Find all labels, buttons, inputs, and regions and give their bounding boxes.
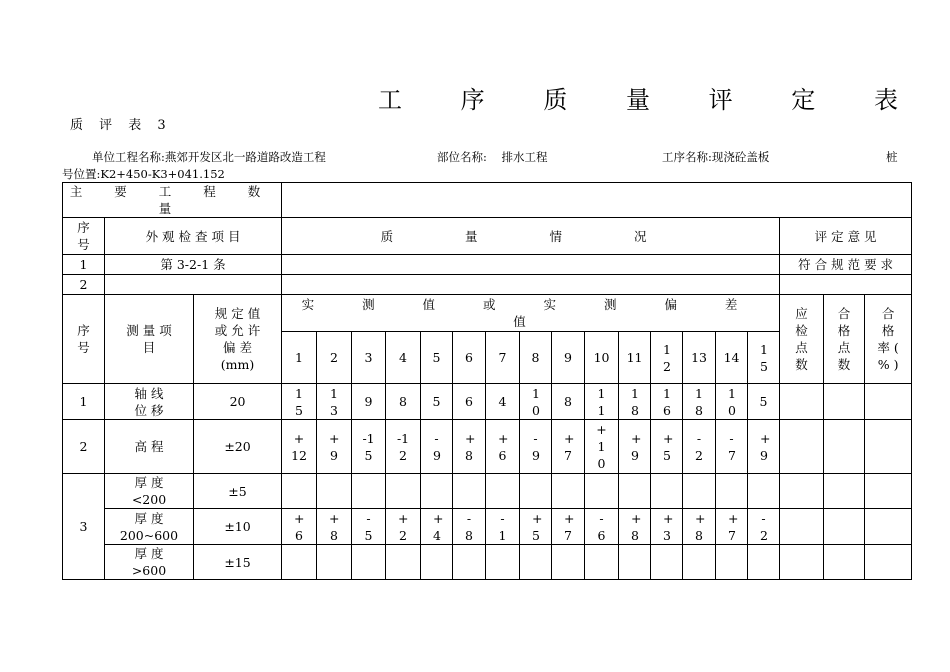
part-label: 部位名称: bbox=[437, 150, 487, 164]
title-char: 表 bbox=[873, 86, 898, 114]
summary-cell bbox=[780, 545, 824, 580]
process-name bbox=[662, 149, 769, 165]
measured-value bbox=[716, 545, 748, 580]
measured-value: 10 bbox=[716, 384, 748, 420]
pile-label: 号位置: bbox=[62, 167, 101, 181]
tolerance-value: ±5 bbox=[194, 474, 282, 509]
measured-value bbox=[421, 474, 453, 509]
appearance-header: 外 观 检 查 项 目 bbox=[105, 218, 282, 255]
measured-value: +10 bbox=[585, 420, 619, 474]
summary-cell bbox=[865, 509, 912, 545]
appearance-seq: 2 bbox=[63, 275, 105, 295]
summary-cell bbox=[780, 474, 824, 509]
evaluation-header: 评 定 意 见 bbox=[780, 218, 912, 255]
form-number: 质 评 表 3 bbox=[70, 118, 172, 133]
measured-value: -7 bbox=[716, 420, 748, 474]
appearance-item: 第 3-2-1 条 bbox=[105, 255, 282, 275]
measured-value bbox=[352, 545, 386, 580]
measured-value: +8 bbox=[619, 509, 651, 545]
measure-item: 厚 度 200~600 bbox=[105, 509, 194, 545]
column-number: 14 bbox=[716, 332, 748, 384]
measured-value bbox=[716, 474, 748, 509]
unit-label: 单位工程名称: bbox=[92, 150, 165, 164]
measured-value: 13 bbox=[317, 384, 352, 420]
measured-value: +2 bbox=[386, 509, 421, 545]
measured-value: -15 bbox=[352, 420, 386, 474]
measure-item: 高 程 bbox=[105, 420, 194, 474]
unit-project bbox=[92, 149, 326, 165]
measure-seq: 3 bbox=[63, 474, 105, 580]
measure-item-header: 测 量 项 目 bbox=[105, 295, 194, 384]
title-char: 评 bbox=[708, 86, 733, 114]
measured-value bbox=[552, 474, 585, 509]
measured-value bbox=[421, 545, 453, 580]
points-checked-header: 应 检 点 数 bbox=[780, 295, 824, 384]
measured-value bbox=[386, 545, 421, 580]
measured-value bbox=[585, 545, 619, 580]
appearance-item bbox=[105, 275, 282, 295]
measure-seq: 2 bbox=[63, 420, 105, 474]
measured-value: 10 bbox=[520, 384, 552, 420]
measured-value: -5 bbox=[352, 509, 386, 545]
measured-value bbox=[748, 545, 780, 580]
measured-value: -9 bbox=[520, 420, 552, 474]
tolerance-value: ±20 bbox=[194, 420, 282, 474]
quality-table bbox=[62, 182, 912, 580]
process-label: 工序名称: bbox=[662, 150, 712, 164]
measured-value: 11 bbox=[585, 384, 619, 420]
measured-value: +7 bbox=[552, 509, 585, 545]
column-number: 11 bbox=[619, 332, 651, 384]
form-title bbox=[378, 80, 898, 115]
main-items-value bbox=[282, 183, 912, 218]
measured-value: 4 bbox=[486, 384, 520, 420]
measured-value: +6 bbox=[282, 509, 317, 545]
column-number: 2 bbox=[317, 332, 352, 384]
measured-value: -2 bbox=[683, 420, 716, 474]
measured-value bbox=[486, 545, 520, 580]
title-char: 量 bbox=[625, 86, 650, 114]
measured-value: +12 bbox=[282, 420, 317, 474]
measured-value bbox=[282, 474, 317, 509]
appearance-result bbox=[780, 275, 912, 295]
appearance-quality bbox=[282, 275, 780, 295]
measured-value bbox=[453, 474, 486, 509]
column-number: 10 bbox=[585, 332, 619, 384]
appearance-seq: 1 bbox=[63, 255, 105, 275]
measured-value bbox=[453, 545, 486, 580]
measured-value bbox=[651, 545, 683, 580]
measured-value: +8 bbox=[453, 420, 486, 474]
measured-value bbox=[683, 545, 716, 580]
part-value: 排水工程 bbox=[501, 150, 548, 164]
summary-cell bbox=[824, 474, 865, 509]
measured-value: -12 bbox=[386, 420, 421, 474]
column-number: 7 bbox=[486, 332, 520, 384]
measured-value: +9 bbox=[619, 420, 651, 474]
summary-cell bbox=[780, 420, 824, 474]
title-char: 工 bbox=[378, 86, 402, 114]
column-number: 1 bbox=[282, 332, 317, 384]
summary-cell bbox=[865, 420, 912, 474]
tolerance-value: ±15 bbox=[194, 545, 282, 580]
measured-value bbox=[486, 474, 520, 509]
title-char: 质 bbox=[543, 86, 568, 114]
measured-value: +7 bbox=[716, 509, 748, 545]
measured-value: +3 bbox=[651, 509, 683, 545]
column-number: 12 bbox=[651, 332, 683, 384]
pile-position bbox=[62, 166, 225, 182]
measured-value bbox=[748, 474, 780, 509]
measured-value bbox=[651, 474, 683, 509]
measured-value bbox=[520, 545, 552, 580]
summary-cell bbox=[824, 545, 865, 580]
measured-value: +8 bbox=[317, 509, 352, 545]
measured-value: -8 bbox=[453, 509, 486, 545]
measured-value: 8 bbox=[386, 384, 421, 420]
appearance-quality bbox=[282, 255, 780, 275]
measure-item: 厚 度 >600 bbox=[105, 545, 194, 580]
measured-value bbox=[619, 474, 651, 509]
measured-value bbox=[352, 474, 386, 509]
column-number: 9 bbox=[552, 332, 585, 384]
measured-value bbox=[317, 474, 352, 509]
summary-cell bbox=[780, 384, 824, 420]
main-items-header: 主 要 工 程 数 量 bbox=[63, 183, 282, 218]
measured-value: -1 bbox=[486, 509, 520, 545]
quality-header: 质 量 情 况 bbox=[282, 218, 780, 255]
column-number: 6 bbox=[453, 332, 486, 384]
measured-value: 8 bbox=[552, 384, 585, 420]
measured-value: +7 bbox=[552, 420, 585, 474]
measure-item: 轴 线 位 移 bbox=[105, 384, 194, 420]
column-number: 8 bbox=[520, 332, 552, 384]
measured-value: +9 bbox=[317, 420, 352, 474]
column-number: 3 bbox=[352, 332, 386, 384]
part-name bbox=[437, 149, 548, 165]
pile-value: K2+450-K3+041.152 bbox=[100, 167, 225, 181]
measured-value: +6 bbox=[486, 420, 520, 474]
summary-cell bbox=[780, 509, 824, 545]
measured-value: -9 bbox=[421, 420, 453, 474]
tolerance-value: 20 bbox=[194, 384, 282, 420]
measured-header: 实 测 值 或 实 测 偏 差 值 bbox=[282, 295, 780, 332]
measured-value: +8 bbox=[683, 509, 716, 545]
column-number: 5 bbox=[421, 332, 453, 384]
measured-value: 9 bbox=[352, 384, 386, 420]
measured-value: 5 bbox=[748, 384, 780, 420]
column-number: 13 bbox=[683, 332, 716, 384]
summary-cell bbox=[824, 509, 865, 545]
measured-value: +5 bbox=[520, 509, 552, 545]
tolerance-header: 规 定 值 或 允 许 偏 差 (mm) bbox=[194, 295, 282, 384]
column-number: 4 bbox=[386, 332, 421, 384]
measured-value: 18 bbox=[619, 384, 651, 420]
measure-seq: 1 bbox=[63, 384, 105, 420]
measured-value: +5 bbox=[651, 420, 683, 474]
appearance-result: 符 合 规 范 要 求 bbox=[780, 255, 912, 275]
measured-value: 5 bbox=[421, 384, 453, 420]
measured-value: 18 bbox=[683, 384, 716, 420]
measured-value: 15 bbox=[282, 384, 317, 420]
measured-value: +9 bbox=[748, 420, 780, 474]
measured-value bbox=[282, 545, 317, 580]
measured-value bbox=[317, 545, 352, 580]
measure-item: 厚 度 <200 bbox=[105, 474, 194, 509]
tolerance-value: ±10 bbox=[194, 509, 282, 545]
measured-value bbox=[683, 474, 716, 509]
unit-value: 燕郊开发区北一路道路改造工程 bbox=[164, 150, 326, 164]
seq-header: 序号 bbox=[63, 218, 105, 255]
measured-value: +4 bbox=[421, 509, 453, 545]
column-number: 15 bbox=[748, 332, 780, 384]
summary-cell bbox=[865, 545, 912, 580]
title-char: 序 bbox=[460, 86, 485, 114]
points-passed-header: 合 格 点 数 bbox=[824, 295, 865, 384]
measured-value bbox=[386, 474, 421, 509]
process-value: 现浇砼盖板 bbox=[711, 150, 770, 164]
measured-value: -2 bbox=[748, 509, 780, 545]
summary-cell bbox=[824, 384, 865, 420]
title-char: 定 bbox=[791, 86, 816, 114]
summary-cell bbox=[865, 384, 912, 420]
measured-value: 6 bbox=[453, 384, 486, 420]
measured-value bbox=[520, 474, 552, 509]
summary-cell bbox=[865, 474, 912, 509]
measured-value bbox=[585, 474, 619, 509]
measured-value bbox=[619, 545, 651, 580]
pass-rate-header: 合 格 率 ( % ) bbox=[865, 295, 912, 384]
measured-value bbox=[552, 545, 585, 580]
seq-header: 序号 bbox=[63, 295, 105, 384]
summary-cell bbox=[824, 420, 865, 474]
measured-value: 16 bbox=[651, 384, 683, 420]
pile-label-start: 桩 bbox=[886, 150, 898, 164]
measured-value: -6 bbox=[585, 509, 619, 545]
